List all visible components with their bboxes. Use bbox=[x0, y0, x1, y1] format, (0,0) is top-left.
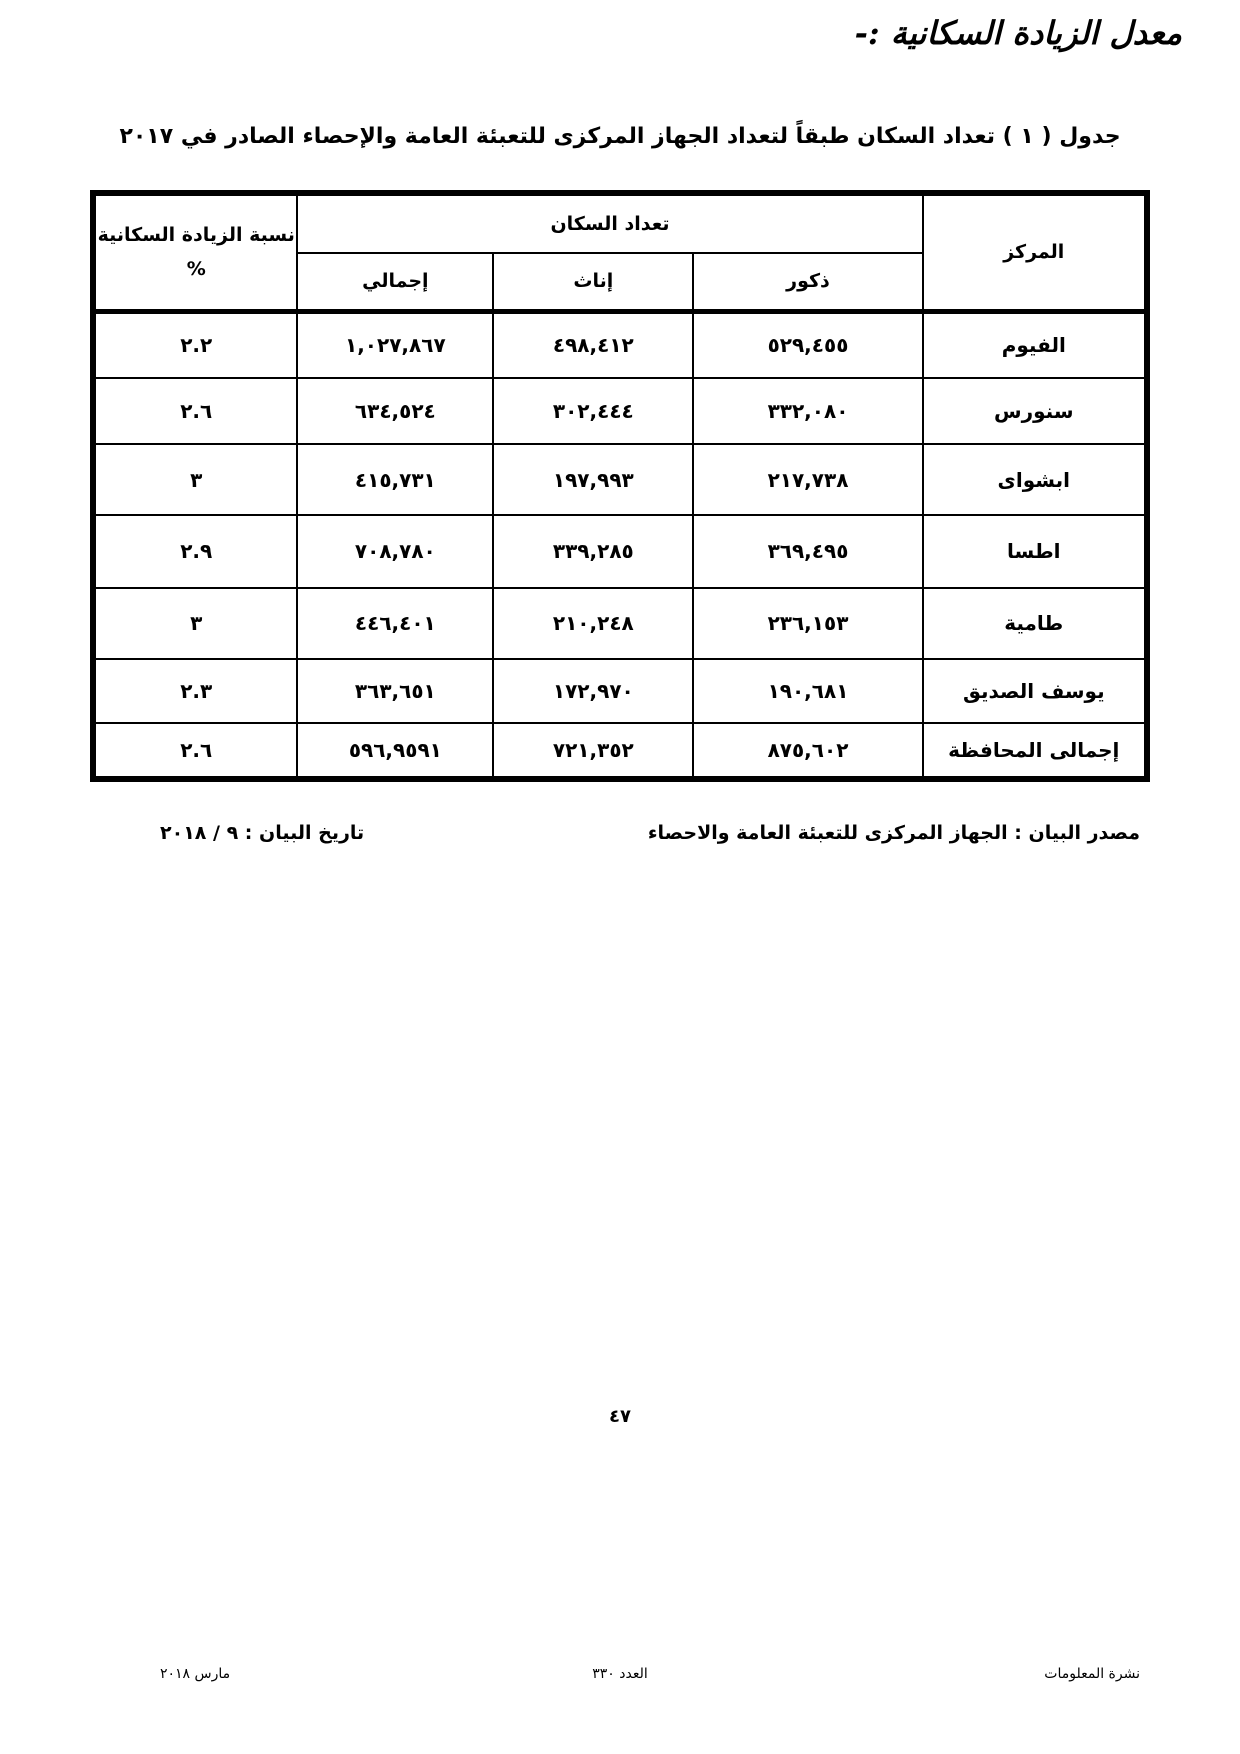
population-table-frame bbox=[90, 190, 1150, 782]
header-increase-rate bbox=[95, 195, 297, 311]
cell-total: ٦٣٤,٥٢٤ bbox=[297, 378, 493, 445]
cell-center: إجمالى المحافظة bbox=[923, 723, 1145, 777]
table-row bbox=[95, 659, 1145, 723]
cell-rate: ٣ bbox=[95, 444, 297, 515]
cell-females: ٢١٠,٢٤٨ bbox=[493, 588, 693, 659]
population-table bbox=[94, 194, 1146, 778]
cell-rate: ٢.٦ bbox=[95, 723, 297, 777]
cell-males: ٢٣٦,١٥٣ bbox=[693, 588, 922, 659]
cell-females: ٣٠٢,٤٤٤ bbox=[493, 378, 693, 445]
cell-males: ٥٢٩,٤٥٥ bbox=[693, 311, 922, 378]
header-center: المركز bbox=[923, 195, 1145, 311]
table-row bbox=[95, 588, 1145, 659]
cell-total: ٤٤٦,٤٠١ bbox=[297, 588, 493, 659]
table-row-governorate-total bbox=[95, 723, 1145, 777]
header-total: إجمالي bbox=[297, 253, 493, 311]
cell-total: ١,٠٢٧,٨٦٧ bbox=[297, 311, 493, 378]
table-title: جدول ( ١ ) تعداد السكان طبقاً لتعداد الجهاز المركزى للتعبئة العامة والإحصاء الصادر في ٢٠١٧ bbox=[119, 124, 1121, 149]
cell-total: ٥٩٦,٩٥٩١ bbox=[297, 723, 493, 777]
cell-rate: ٢.٦ bbox=[95, 378, 297, 445]
cell-rate: ٣ bbox=[95, 588, 297, 659]
header-increase-rate-label: نسبة الزيادة السكانية bbox=[97, 224, 295, 247]
cell-males: ٢١٧,٧٣٨ bbox=[693, 444, 922, 515]
cell-males: ٣٦٩,٤٩٥ bbox=[693, 515, 922, 588]
header-population: تعداد السكان bbox=[297, 195, 922, 253]
cell-rate: ٢.٢ bbox=[95, 311, 297, 378]
cell-total: ٣٦٣,٦٥١ bbox=[297, 659, 493, 723]
cell-center: الفيوم bbox=[923, 311, 1145, 378]
header-males: ذكور bbox=[693, 253, 922, 311]
cell-rate: ٢.٩ bbox=[95, 515, 297, 588]
cell-males: ٣٣٢,٠٨٠ bbox=[693, 378, 922, 445]
cell-females: ٣٣٩,٢٨٥ bbox=[493, 515, 693, 588]
header-row-top bbox=[95, 195, 1145, 253]
cell-center: يوسف الصديق bbox=[923, 659, 1145, 723]
cell-center: ابشواى bbox=[923, 444, 1145, 515]
data-source: مصدر البيان : الجهاز المركزى للتعبئة العامة والاحصاء bbox=[647, 822, 1140, 844]
header-females: إناث bbox=[493, 253, 693, 311]
footer-month: مارس ٢٠١٨ bbox=[160, 1666, 231, 1682]
cell-center: اطسا bbox=[923, 515, 1145, 588]
cell-rate: ٢.٣ bbox=[95, 659, 297, 723]
cell-males: ١٩٠,٦٨١ bbox=[693, 659, 922, 723]
table-row bbox=[95, 515, 1145, 588]
footer-publication: نشرة المعلومات bbox=[1044, 1666, 1140, 1682]
footer-issue: العدد ٣٣٠ bbox=[592, 1666, 648, 1682]
cell-males: ٨٧٥,٦٠٢ bbox=[693, 723, 922, 777]
data-date: تاريخ البيان : ٩ / ٢٠١٨ bbox=[160, 822, 365, 844]
page-number: ٤٧ bbox=[609, 1406, 631, 1427]
cell-total: ٧٠٨,٧٨٠ bbox=[297, 515, 493, 588]
table-row bbox=[95, 444, 1145, 515]
cell-females: ٤٩٨,٤١٢ bbox=[493, 311, 693, 378]
cell-females: ٧٢١,٣٥٢ bbox=[493, 723, 693, 777]
table-row bbox=[95, 378, 1145, 445]
table-row bbox=[95, 311, 1145, 378]
cell-females: ١٩٧,٩٩٣ bbox=[493, 444, 693, 515]
cell-total: ٤١٥,٧٣١ bbox=[297, 444, 493, 515]
cell-females: ١٧٢,٩٧٠ bbox=[493, 659, 693, 723]
cell-center: سنورس bbox=[923, 378, 1145, 445]
section-heading: معدل الزيادة السكانية :- bbox=[854, 14, 1182, 52]
header-percent-sign: % bbox=[186, 258, 206, 281]
cell-center: طامية bbox=[923, 588, 1145, 659]
